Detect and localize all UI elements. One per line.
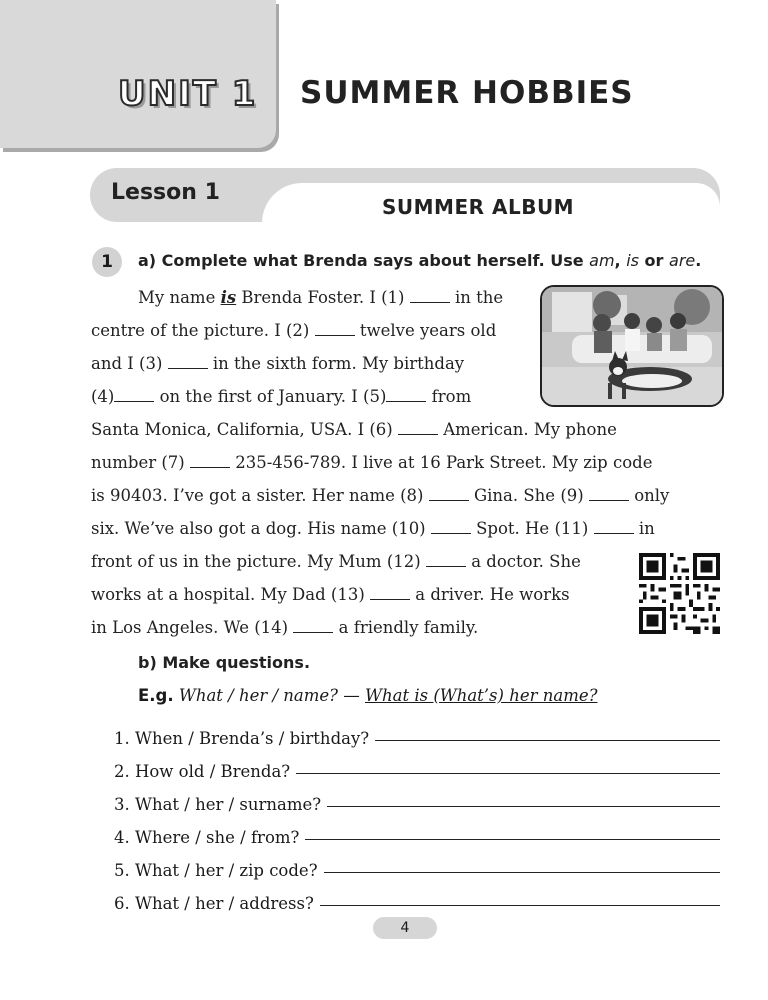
answer-line[interactable]	[324, 862, 720, 873]
qr-code-icon[interactable]	[639, 553, 720, 634]
answer-blank[interactable]	[293, 616, 333, 633]
answer-blank[interactable]	[315, 319, 355, 336]
answer-line[interactable]	[327, 796, 720, 807]
answer-blank[interactable]	[370, 583, 410, 600]
example-line: E.g. What / her / name? — What is (What’s) her name?	[138, 686, 598, 705]
example-answer-word: is	[220, 288, 237, 307]
answer-line[interactable]	[320, 895, 720, 906]
paragraph-line: works at a hospital. My Dad (13) a driver. He works	[91, 585, 570, 604]
question-item: 3. What / her / surname?	[114, 781, 720, 814]
page-number: 4	[373, 917, 437, 939]
question-list	[114, 715, 720, 913]
answer-blank[interactable]	[114, 385, 154, 402]
question-item: 5. What / her / zip code?	[114, 847, 720, 880]
paragraph-line: number (7) 235-456-789. I live at 16 Park Street. My zip code	[91, 453, 653, 472]
paragraph-line: centre of the picture. I (2) twelve years old	[91, 321, 497, 340]
answer-blank[interactable]	[426, 550, 466, 567]
answer-blank[interactable]	[594, 517, 634, 534]
answer-line[interactable]	[305, 829, 720, 840]
answer-blank[interactable]	[429, 484, 469, 501]
answer-line[interactable]	[375, 730, 720, 741]
unit-title: SUMMER HOBBIES	[300, 75, 634, 111]
answer-blank[interactable]	[410, 286, 450, 303]
answer-blank[interactable]	[431, 517, 471, 534]
answer-blank[interactable]	[168, 352, 208, 369]
paragraph-line: My name is Brenda Foster. I (1) in the	[138, 288, 504, 307]
question-item: 2. How old / Brenda?	[114, 748, 720, 781]
lesson-title: SUMMER ALBUM	[382, 195, 575, 219]
question-item: 6. What / her / address?	[114, 880, 720, 913]
lesson-label: Lesson 1	[111, 180, 220, 205]
question-item: 4. Where / she / from?	[114, 814, 720, 847]
paragraph-line: is 90403. I’ve got a sister. Her name (8) Gina. She (9) only	[91, 486, 670, 505]
paragraph-line: in Los Angeles. We (14) a friendly family.	[91, 618, 479, 637]
exercise-a-instruction: a) Complete what Brenda says about herself. Use am, is or are.	[138, 251, 702, 270]
answer-blank[interactable]	[398, 418, 438, 435]
paragraph-line: (4) on the first of January. I (5) from	[91, 387, 472, 406]
paragraph-line: Santa Monica, California, USA. I (6) American. My phone	[91, 420, 617, 439]
paragraph-line: and I (3) in the sixth form. My birthday	[91, 354, 465, 373]
paragraph-line: six. We’ve also got a dog. His name (10) Spot. He (11) in	[91, 519, 655, 538]
exercise-number: 1	[92, 247, 122, 277]
unit-label: UNIT 1	[118, 74, 258, 114]
family-photo-icon	[540, 285, 724, 407]
answer-blank[interactable]	[589, 484, 629, 501]
answer-blank[interactable]	[386, 385, 426, 402]
question-item: 1. When / Brenda’s / birthday?	[114, 715, 720, 748]
answer-line[interactable]	[296, 763, 720, 774]
answer-blank[interactable]	[190, 451, 230, 468]
paragraph-line: front of us in the picture. My Mum (12) a doctor. She	[91, 552, 581, 571]
exercise-b-instruction: b) Make questions.	[138, 653, 311, 672]
